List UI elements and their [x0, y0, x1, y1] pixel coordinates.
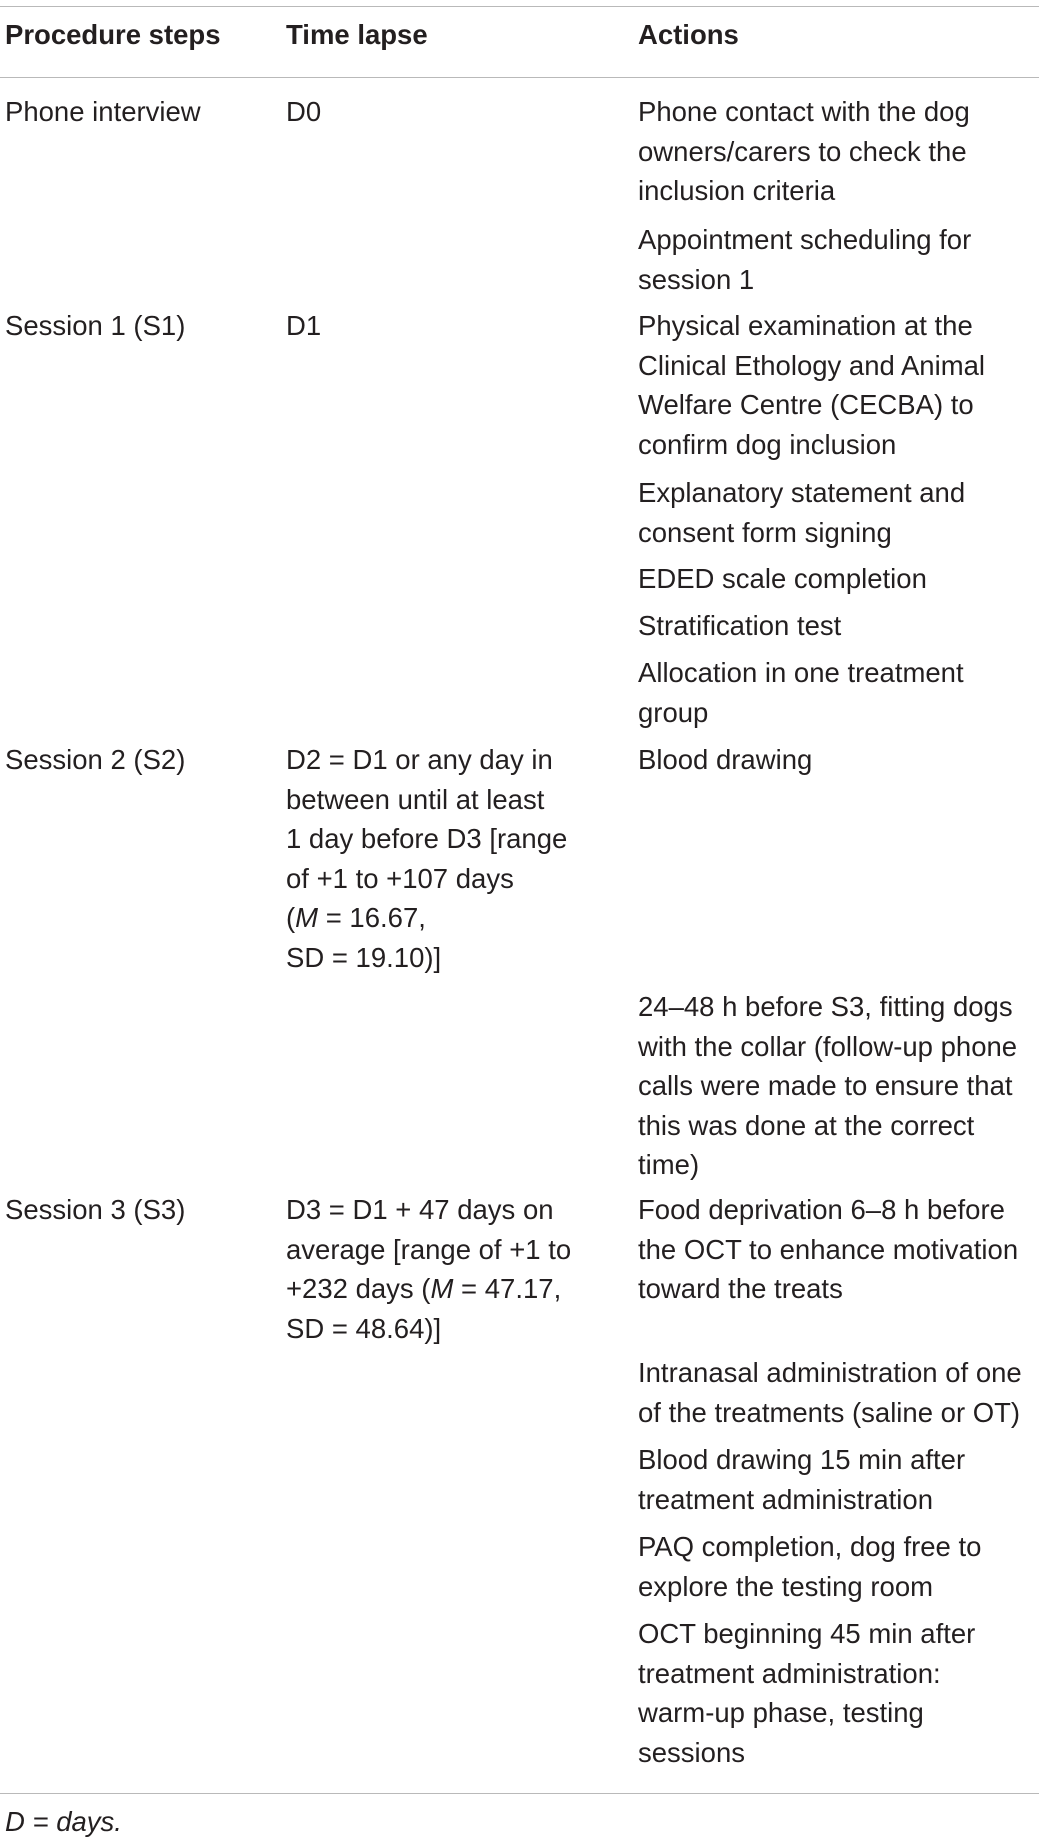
- row-1-action-3: Stratification test: [638, 610, 842, 641]
- row-2-step: Session 2 (S2): [5, 744, 186, 775]
- header-procedure-steps: Procedure steps: [5, 19, 221, 50]
- row-3-action-1: Intranasal administration of one of the treatments (saline or OT): [638, 1357, 1022, 1428]
- table-bottom-rule: [0, 1793, 1039, 1794]
- row-0-step: Phone interview: [5, 96, 201, 127]
- header-time-lapse: Time lapse: [286, 19, 428, 50]
- table-top-rule: [0, 6, 1039, 7]
- row-0-action-1: Appointment scheduling for session 1: [638, 224, 972, 295]
- row-0-time: D0: [286, 96, 322, 127]
- row-2-action-1: 24–48 h before S3, fitting dogs with the collar (follow-up phone calls were made to ensure that this was done at the correct time): [638, 991, 1018, 1180]
- row-3-action-4: OCT beginning 45 min after treatment administration: warm-up phase, testing sessions: [638, 1618, 976, 1768]
- row-1-action-4: Allocation in one treatment group: [638, 657, 964, 728]
- row-1-action-2: EDED scale completion: [638, 563, 927, 594]
- table-footnote: D = days.: [5, 1806, 122, 1837]
- row-1-action-1: Explanatory statement and consent form signing: [638, 477, 966, 548]
- header-actions: Actions: [638, 19, 739, 50]
- row-2-time: D2 = D1 or any day in between until at least 1 day before D3 [range of +1 to +107 days (M = 16.67, SD = 19.10)]: [286, 744, 568, 973]
- row-3-step: Session 3 (S3): [5, 1194, 186, 1225]
- row-3-action-0: Food deprivation 6–8 h before the OCT to enhance motivation toward the treats: [638, 1194, 1019, 1304]
- row-3-action-3: PAQ completion, dog free to explore the testing room: [638, 1531, 982, 1602]
- row-2-action-0: Blood drawing: [638, 744, 813, 775]
- header-rule: [0, 77, 1039, 78]
- row-1-action-0: Physical examination at the Clinical Ethology and Animal Welfare Centre (CECBA) to confirm dog inclusion: [638, 310, 985, 460]
- row-0-action-0: Phone contact with the dog owners/carers to check the inclusion criteria: [638, 96, 970, 206]
- row-1-step: Session 1 (S1): [5, 310, 186, 341]
- row-3-time: D3 = D1 + 47 days on average [range of +1 to +232 days (M = 47.17, SD = 48.64)]: [286, 1194, 572, 1344]
- row-3-action-2: Blood drawing 15 min after treatment administration: [638, 1444, 966, 1515]
- row-1-time: D1: [286, 310, 322, 341]
